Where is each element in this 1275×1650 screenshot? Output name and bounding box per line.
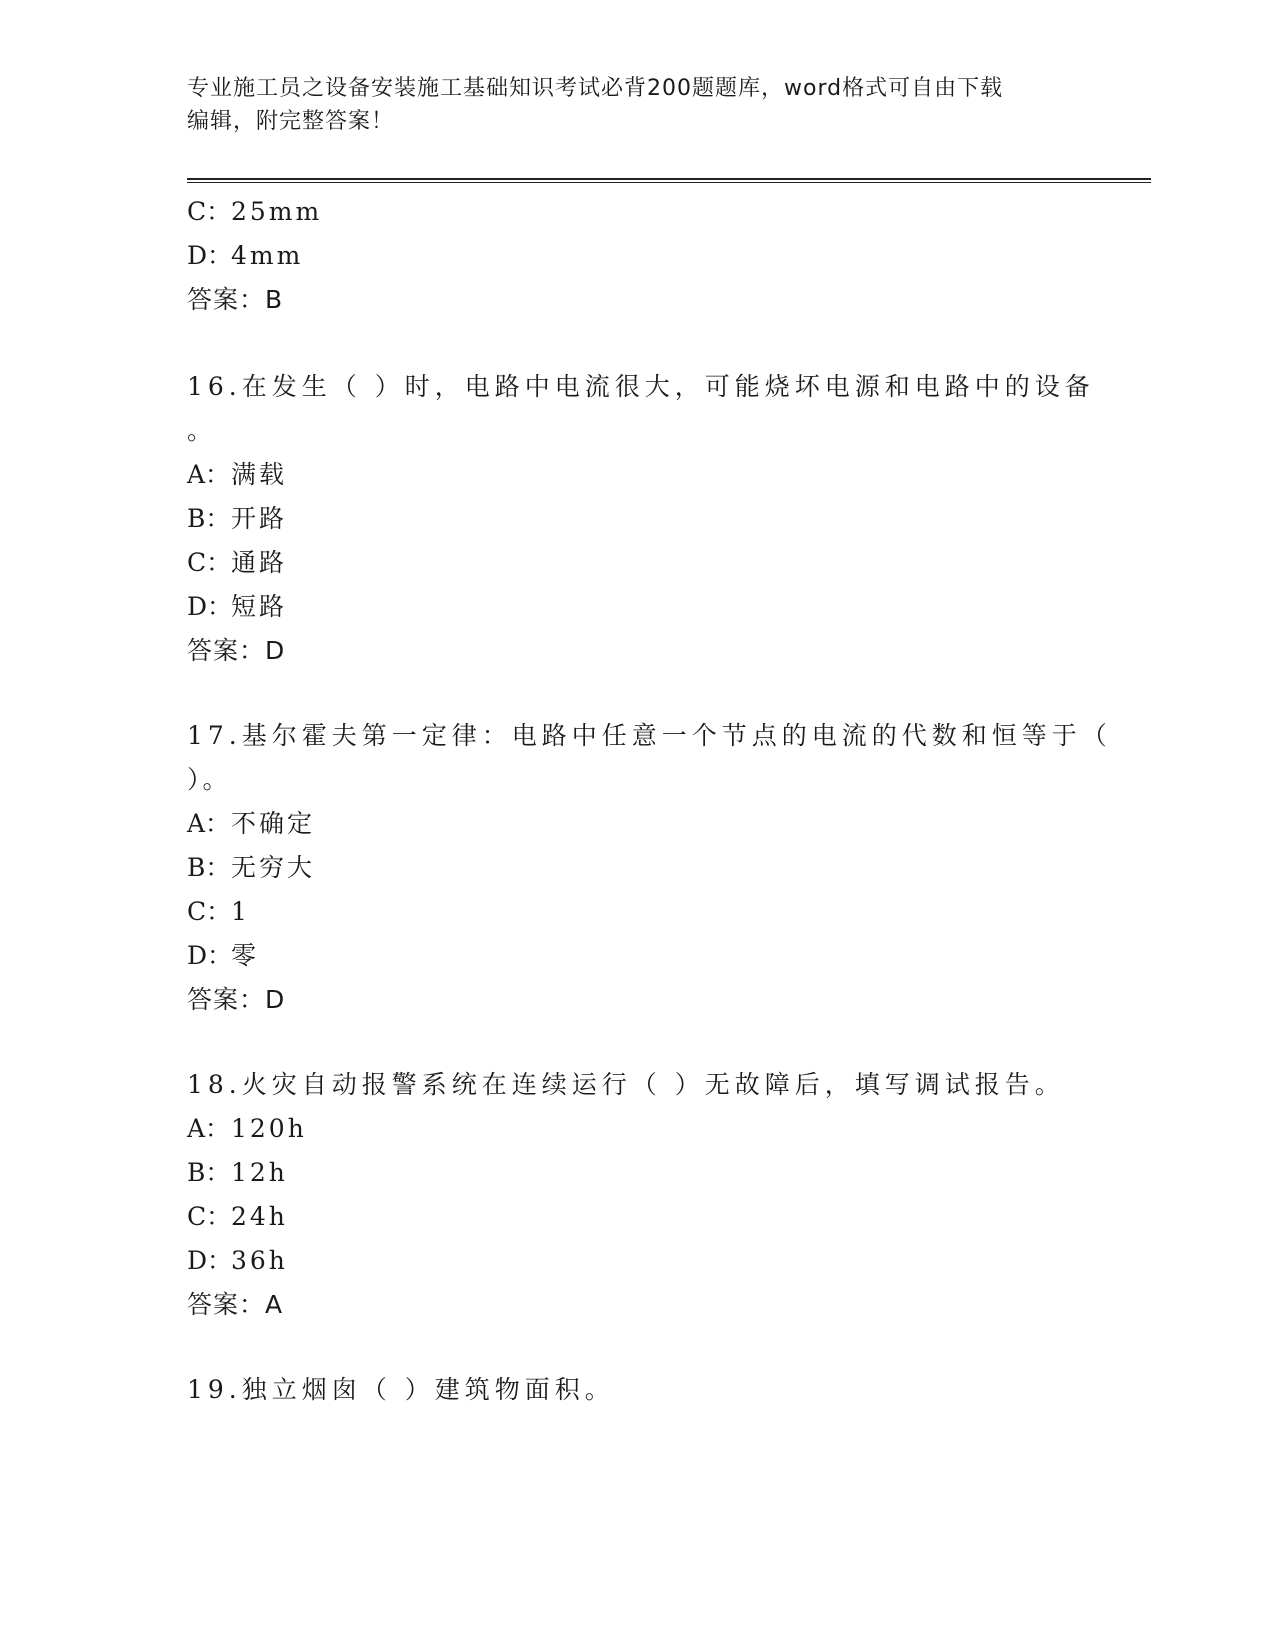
option-key: B： [187,504,231,533]
option-d [187,236,303,272]
question-16-text: 16.在发生（ ）时，电路中电流很大，可能烧坏电源和电路中的设备 [187,372,1095,401]
option-text: 1 [231,897,250,926]
option-text: 24h [231,1202,288,1231]
question-17-text: 17.基尔霍夫第一定律：电路中任意一个节点的电流的代数和恒等于（ [187,721,1112,750]
option-text: 开路 [231,504,288,533]
header-line-1: 专业施工员之设备安装施工基础知识考试必背200题题库，word格式可自由下载 [187,76,1004,101]
option-d [187,1241,288,1277]
option-text: 零 [231,941,260,970]
option-key: D： [187,1246,233,1275]
option-text: 不确定 [231,809,316,838]
option-text: 通路 [231,548,288,577]
option-key: C： [187,1202,232,1231]
option-c [187,892,250,928]
option-text: 无穷大 [231,853,316,882]
question-16-text-cont: 。 [187,416,216,445]
option-b [187,1153,288,1189]
option-key: D： [187,941,233,970]
option-text: 短路 [231,592,288,621]
page-header [187,72,1067,138]
option-text: 满载 [231,460,288,489]
option-text: 120h [231,1114,307,1143]
header-line-2: 编辑，附完整答案！ [187,109,395,134]
question-17-text-cont: ）。 [187,765,231,794]
option-d [187,936,259,972]
option-a [187,804,315,840]
option-a [187,455,287,491]
answer-line: 答案：D [187,985,286,1014]
option-text: 4mm [231,241,304,270]
answer-line: 答案：B [187,285,284,314]
option-key: B： [187,853,231,882]
option-key: C： [187,548,232,577]
option-b [187,499,287,535]
option-text: 25mm [231,197,323,226]
option-b [187,848,315,884]
option-key: D： [187,241,233,270]
option-key: A： [187,809,231,838]
option-c [187,543,287,579]
option-key: C： [187,197,232,226]
header-divider [187,178,1151,180]
option-key: C： [187,897,232,926]
option-key: B： [187,1158,231,1187]
option-c [187,1197,288,1233]
option-d [187,587,287,623]
option-text: 36h [231,1246,288,1275]
question-19-text: 19.独立烟囱（ ）建筑物面积。 [187,1375,615,1404]
answer-line: 答案：D [187,636,286,665]
header-divider-thin [187,182,1151,183]
option-key: A： [187,460,231,489]
option-key: A： [187,1114,231,1143]
option-key: D： [187,592,233,621]
option-text: 12h [231,1158,288,1187]
option-a [187,1109,307,1145]
answer-line: 答案：A [187,1290,284,1319]
question-18-text: 18.火灾自动报警系统在连续运行（ ）无故障后，填写调试报告。 [187,1070,1065,1099]
option-c [187,192,322,228]
